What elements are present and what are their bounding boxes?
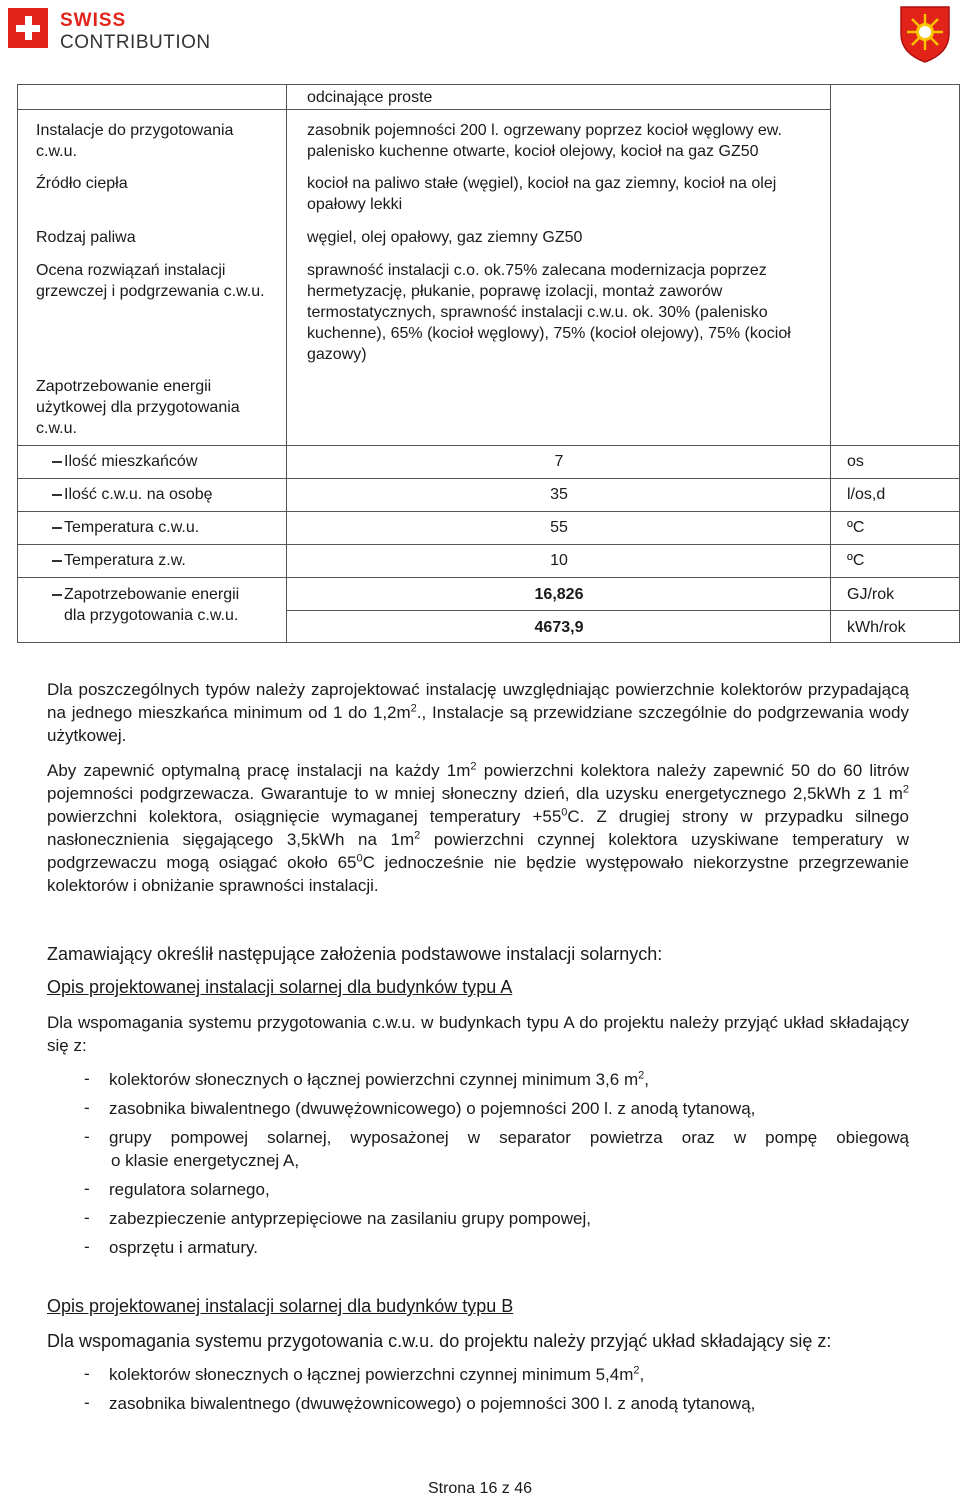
row-value-zrodlo: kocioł na paliwo stałe (węgiel), kocioł na gaz ziemny, kocioł na olej opałowy lekki <box>307 175 777 213</box>
row-divider <box>287 610 960 611</box>
sub-row-unit: ºC <box>847 519 865 536</box>
dash-icon <box>52 594 62 596</box>
list-bullet: - <box>84 1364 90 1383</box>
table-top-value: odcinające proste <box>307 89 433 106</box>
list-item: regulatora solarnego, <box>109 1180 270 1199</box>
row-divider <box>17 109 831 110</box>
energy-value-kwh: 4673,9 <box>534 619 584 636</box>
row-label-zapotrzebowanie: Zapotrzebowanie energii użytkowej dla przygotowania c.w.u. <box>36 378 240 437</box>
paragraph-collector-area: Dla poszczególnych typów należy zaprojektować instalację uwzględniając powierzchnie kolektorów przypadającą na jednego mieszkańca minimum od 1 do $1,2m^2$., Instalacje są przewidziane szczególnie do podgrzewania wody użytkowej. <box>47 680 909 745</box>
list-bullet: - <box>84 1069 90 1088</box>
list-bullet: - <box>84 1127 90 1146</box>
dash-icon <box>52 560 62 562</box>
list-item: grupy pompowej solarnej, wyposażonej w separator powietrza oraz w pompę obiegową <box>109 1128 909 1147</box>
energy-label: Zapotrzebowanie energii dla przygotowania c.w.u. <box>64 586 240 624</box>
list-item: zabezpieczenie antyprzepięciowe na zasilaniu grupy pompowej, <box>109 1209 591 1228</box>
dash-icon <box>52 527 62 529</box>
list-item: zasobnika biwalentnego (dwuwężownicowego) o pojemności 300 l. z anodą tytanową, <box>109 1394 756 1413</box>
list-item: kolektorów słonecznych o łącznej powierzchni czynnej minimum $5,4m^2$, <box>109 1364 645 1384</box>
sub-row-unit: l/os,d <box>847 486 886 503</box>
row-label-ocena: Ocena rozwiązań instalacji grzewczej i podgrzewania c.w.u. <box>36 262 265 300</box>
sub-row-label: Temperatura z.w. <box>64 552 186 569</box>
sub-row-label: Ilość c.w.u. na osobę <box>64 486 213 503</box>
dash-icon <box>52 461 62 463</box>
municipal-crest-icon <box>898 4 952 64</box>
row-label-instalacje: Instalacje do przygotowania c.w.u. <box>36 122 234 160</box>
sub-row-value: 7 <box>554 453 564 470</box>
table-bottom-border <box>17 642 960 643</box>
sub-row-value: 10 <box>550 552 568 569</box>
energy-value-gj: 16,826 <box>534 586 584 603</box>
row-label-zrodlo: Źródło ciepła <box>36 175 128 192</box>
dash-icon <box>52 494 62 496</box>
energy-unit-kwh: kWh/rok <box>847 619 906 636</box>
sub-row-unit: ºC <box>847 552 865 569</box>
logo-text-top: SWISS <box>60 10 127 31</box>
row-value-instalacje: zasobnik pojemności 200 l. ogrzewany poprzez kocioł węglowy ew. palenisko kuchenne otwarte, kocioł olejowy, kocioł na gaz GZ50 <box>307 122 782 160</box>
swiss-cross-icon <box>8 8 48 48</box>
list-bullet: - <box>84 1237 90 1256</box>
row-divider <box>17 478 960 479</box>
paragraph-type-b: Dla wspomagania systemu przygotowania c.w.u. do projektu należy przyjąć układ składający się z: <box>47 1331 832 1351</box>
row-label-paliwo: Rodzaj paliwa <box>36 229 136 246</box>
row-divider <box>17 544 960 545</box>
paragraph-type-a: Dla wspomagania systemu przygotowania c.w.u. w budynkach typu A do projektu należy przyjąć układ składający się z: <box>47 1013 909 1055</box>
list-item: zasobnika biwalentnego (dwuwężownicowego) o pojemności 200 l. z anodą tytanową, <box>109 1099 756 1118</box>
list-item: osprzętu i armatury. <box>109 1238 258 1257</box>
row-value-paliwo: węgiel, olej opałowy, gaz ziemny GZ50 <box>307 229 583 246</box>
list-bullet: - <box>84 1098 90 1117</box>
table-top-border <box>17 84 960 85</box>
swiss-contribution-logo <box>8 8 228 56</box>
list-bullet: - <box>84 1393 90 1412</box>
heading-type-b: Opis projektowanej instalacji solarnej dla budynków typu B <box>47 1296 514 1316</box>
sub-row-value: 55 <box>550 519 568 536</box>
sub-row-label: Ilość mieszkańców <box>64 453 198 470</box>
row-divider <box>17 577 960 578</box>
list-bullet: - <box>84 1208 90 1227</box>
paragraph-optimal-work: Aby zapewnić optymalną pracę instalacji na każdy $1m^2$ powierzchni kolektora należy zapewnić 50 do 60 litrów pojemności podgrzewacza. Gwarantuje to w mniej słoneczny dzień, dla uzysku energetycznego 2,5kWh z 1 $m^2$ powierzchni kolektora, osiągnięcie wymaganej temperatury $+55^0C$. Z drugiej strony w przypadku silnego nasłonecznienia sięgającego 3,5kWh na $1m^2$ powierzchni czynnej kolektora uzyskiwane temperatury w podgrzewaczu mogą osiągać około $65^0C$ jednocześnie nie będzie występowało niekorzystne przegrzewanie kolektorów i obniżanie sprawności instalacji. <box>47 760 910 895</box>
sub-row-value: 35 <box>550 486 568 503</box>
row-value-ocena: sprawność instalacji c.o. ok.75% zalecana modernizacja poprzez hermetyzację, płukanie, poprawę izolacji, montaż zaworów termostatycznych, sprawność instalacji c.w.u. ok. 30% (palenisko kuchenne), 65% (kocioł węglowy), 75% (kocioł olejowy), 75% (kocioł gazowy) <box>307 262 791 363</box>
list-item: kolektorów słonecznych o łącznej powierzchni czynnej minimum 3,6 $m^2$, <box>109 1069 649 1089</box>
page-number: Strona 16 z 46 <box>427 1480 533 1497</box>
intro-text: Zamawiający określił następujące założenia podstawowe instalacji solarnych: <box>47 944 663 964</box>
row-divider <box>17 445 960 446</box>
logo-text-bottom: CONTRIBUTION <box>60 32 211 53</box>
heading-type-a: Opis projektowanej instalacji solarnej dla budynków typu A <box>47 977 513 997</box>
energy-unit-gj: GJ/rok <box>847 586 895 603</box>
sub-row-unit: os <box>847 453 864 470</box>
list-item-continuation: o klasie energetycznej A, <box>111 1151 300 1170</box>
row-divider <box>17 511 960 512</box>
list-bullet: - <box>84 1179 90 1198</box>
table-left-border <box>17 84 18 642</box>
sub-row-label: Temperatura c.w.u. <box>64 519 200 536</box>
